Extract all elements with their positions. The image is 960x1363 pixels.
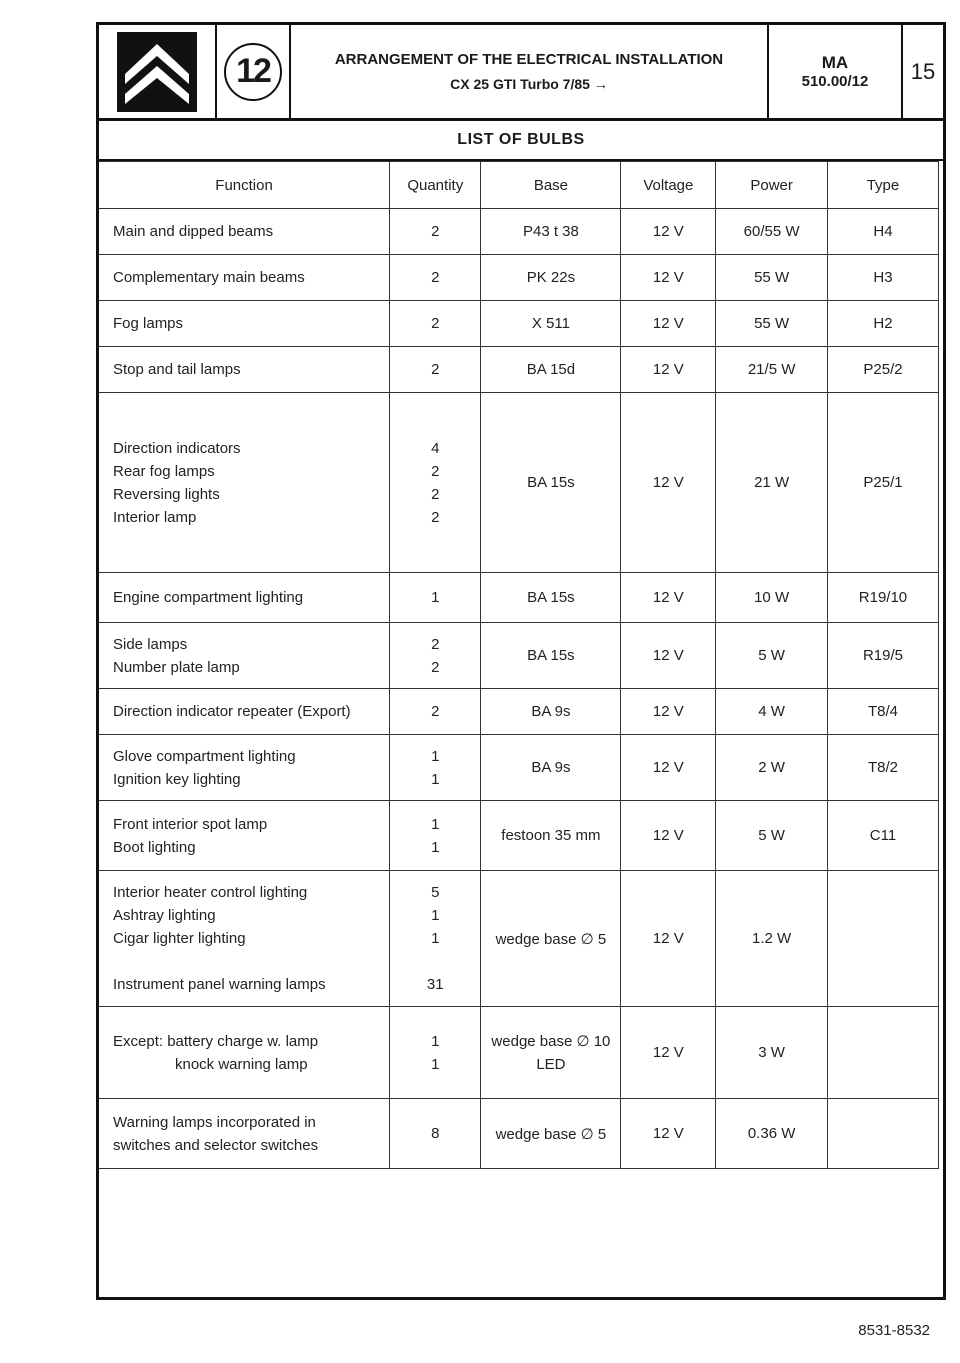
function-cell: Engine compartment lighting [99, 573, 390, 623]
base-cell: BA 15d [481, 347, 621, 393]
voltage-cell: 12 V [621, 209, 716, 255]
title-cell [291, 25, 769, 118]
voltage-cell: 12 V [621, 801, 716, 871]
base-cell: wedge base ∅ 5 [481, 1099, 621, 1169]
voltage-cell: 12 V [621, 255, 716, 301]
document-title: ARRANGEMENT OF THE ELECTRICAL INSTALLATION [334, 51, 724, 68]
quantity-cell: 2 [390, 301, 481, 347]
base-cell: P43 t 38 [481, 209, 621, 255]
quantity-cell: 2 [390, 209, 481, 255]
doc-code-line1: MA [821, 53, 849, 72]
power-cell: 21 W [716, 393, 828, 573]
function-cell: Front interior spot lamp Boot lighting [99, 801, 390, 871]
base-cell: X 511 [481, 301, 621, 347]
doc-code-cell [769, 25, 903, 118]
function-cell: Complementary main beams [99, 255, 390, 301]
function-cell: Direction indicators Rear fog lamps Reversing lights Interior lamp [99, 393, 390, 573]
power-cell: 1.2 W [716, 871, 828, 1007]
voltage-cell: 12 V [621, 1099, 716, 1169]
power-cell: 5 W [716, 801, 828, 871]
voltage-cell: 12 V [621, 573, 716, 623]
voltage-cell: 12 V [621, 871, 716, 1007]
quantity-cell: 1 [390, 573, 481, 623]
doc-code-line2: 510.00/12 [801, 73, 869, 90]
page-number: 15 [910, 58, 936, 84]
base-cell: BA 9s [481, 689, 621, 735]
type-cell: C11 [827, 801, 938, 871]
quantity-cell: 5 1 1 31 [390, 871, 481, 1007]
function-cell: Glove compartment lighting Ignition key lighting [99, 735, 390, 801]
quantity-cell: 2 2 [390, 623, 481, 689]
table-row [99, 347, 939, 393]
function-cell: Warning lamps incorporated in switches and selector switches [99, 1099, 390, 1169]
quantity-cell: 2 [390, 255, 481, 301]
power-cell: 55 W [716, 301, 828, 347]
base-cell: BA 15s [481, 573, 621, 623]
power-cell: 4 W [716, 689, 828, 735]
column-header-power: Power [716, 162, 828, 209]
citroen-double-chevron-icon [117, 32, 197, 112]
table-row [99, 573, 939, 623]
document-reference-footer: 8531-8532 [858, 1322, 930, 1339]
power-cell: 55 W [716, 255, 828, 301]
quantity-cell: 2 [390, 347, 481, 393]
base-cell: PK 22s [481, 255, 621, 301]
base-cell: wedge base ∅ 5 [481, 871, 621, 1007]
type-cell: R19/5 [827, 623, 938, 689]
document-sheet [96, 22, 946, 1300]
power-cell: 60/55 W [716, 209, 828, 255]
chapter-cell [217, 25, 291, 118]
quantity-cell: 1 1 [390, 735, 481, 801]
column-header-voltage: Voltage [621, 162, 716, 209]
document-header [99, 25, 943, 121]
type-cell [827, 871, 938, 1007]
type-cell: R19/10 [827, 573, 938, 623]
base-cell: BA 15s [481, 393, 621, 573]
table-row [99, 871, 939, 1007]
table-row [99, 689, 939, 735]
quantity-cell: 1 1 [390, 801, 481, 871]
function-cell: Direction indicator repeater (Export) [99, 689, 390, 735]
column-header-quantity: Quantity [390, 162, 481, 209]
type-cell: P25/1 [827, 393, 938, 573]
document-subtitle: CX 25 GTI Turbo 7/85 → [450, 76, 608, 92]
table-row [99, 209, 939, 255]
table-header-row [99, 162, 939, 209]
function-cell: Side lamps Number plate lamp [99, 623, 390, 689]
voltage-cell: 12 V [621, 1007, 716, 1099]
voltage-cell: 12 V [621, 735, 716, 801]
power-cell: 2 W [716, 735, 828, 801]
quantity-cell: 2 [390, 689, 481, 735]
voltage-cell: 12 V [621, 393, 716, 573]
page-number-cell [903, 25, 943, 118]
column-header-function: Function [99, 162, 390, 209]
base-cell: wedge base ∅ 10 LED [481, 1007, 621, 1099]
column-header-type: Type [827, 162, 938, 209]
table-row [99, 255, 939, 301]
power-cell: 21/5 W [716, 347, 828, 393]
voltage-cell: 12 V [621, 301, 716, 347]
type-cell: T8/2 [827, 735, 938, 801]
type-cell: T8/4 [827, 689, 938, 735]
table-row [99, 301, 939, 347]
column-header-base: Base [481, 162, 621, 209]
table-row [99, 801, 939, 871]
function-cell: Interior heater control lighting Ashtray lighting Cigar lighter lighting Instrument panel warning lamps [99, 871, 390, 1007]
quantity-cell: 8 [390, 1099, 481, 1169]
bulbs-table [99, 161, 939, 1169]
function-cell: Stop and tail lamps [99, 347, 390, 393]
power-cell: 0.36 W [716, 1099, 828, 1169]
voltage-cell: 12 V [621, 623, 716, 689]
quantity-cell: 4 2 2 2 [390, 393, 481, 573]
power-cell: 5 W [716, 623, 828, 689]
base-cell: BA 9s [481, 735, 621, 801]
table-row [99, 1099, 939, 1169]
power-cell: 3 W [716, 1007, 828, 1099]
base-cell: festoon 35 mm [481, 801, 621, 871]
table-row [99, 735, 939, 801]
type-cell: H3 [827, 255, 938, 301]
type-cell: H2 [827, 301, 938, 347]
function-cell: Fog lamps [99, 301, 390, 347]
table-row [99, 1007, 939, 1099]
type-cell: P25/2 [827, 347, 938, 393]
table-row [99, 623, 939, 689]
power-cell: 10 W [716, 573, 828, 623]
list-title: LIST OF BULBS [99, 121, 943, 161]
voltage-cell: 12 V [621, 347, 716, 393]
type-cell [827, 1099, 938, 1169]
voltage-cell: 12 V [621, 689, 716, 735]
chapter-number: 12 [224, 43, 282, 101]
type-cell [827, 1007, 938, 1099]
table-row [99, 393, 939, 573]
quantity-cell: 1 1 [390, 1007, 481, 1099]
logo-cell [99, 25, 217, 118]
base-cell: BA 15s [481, 623, 621, 689]
function-cell: Except: battery charge w. lamp knock warning lamp [99, 1007, 390, 1099]
function-cell: Main and dipped beams [99, 209, 390, 255]
type-cell: H4 [827, 209, 938, 255]
